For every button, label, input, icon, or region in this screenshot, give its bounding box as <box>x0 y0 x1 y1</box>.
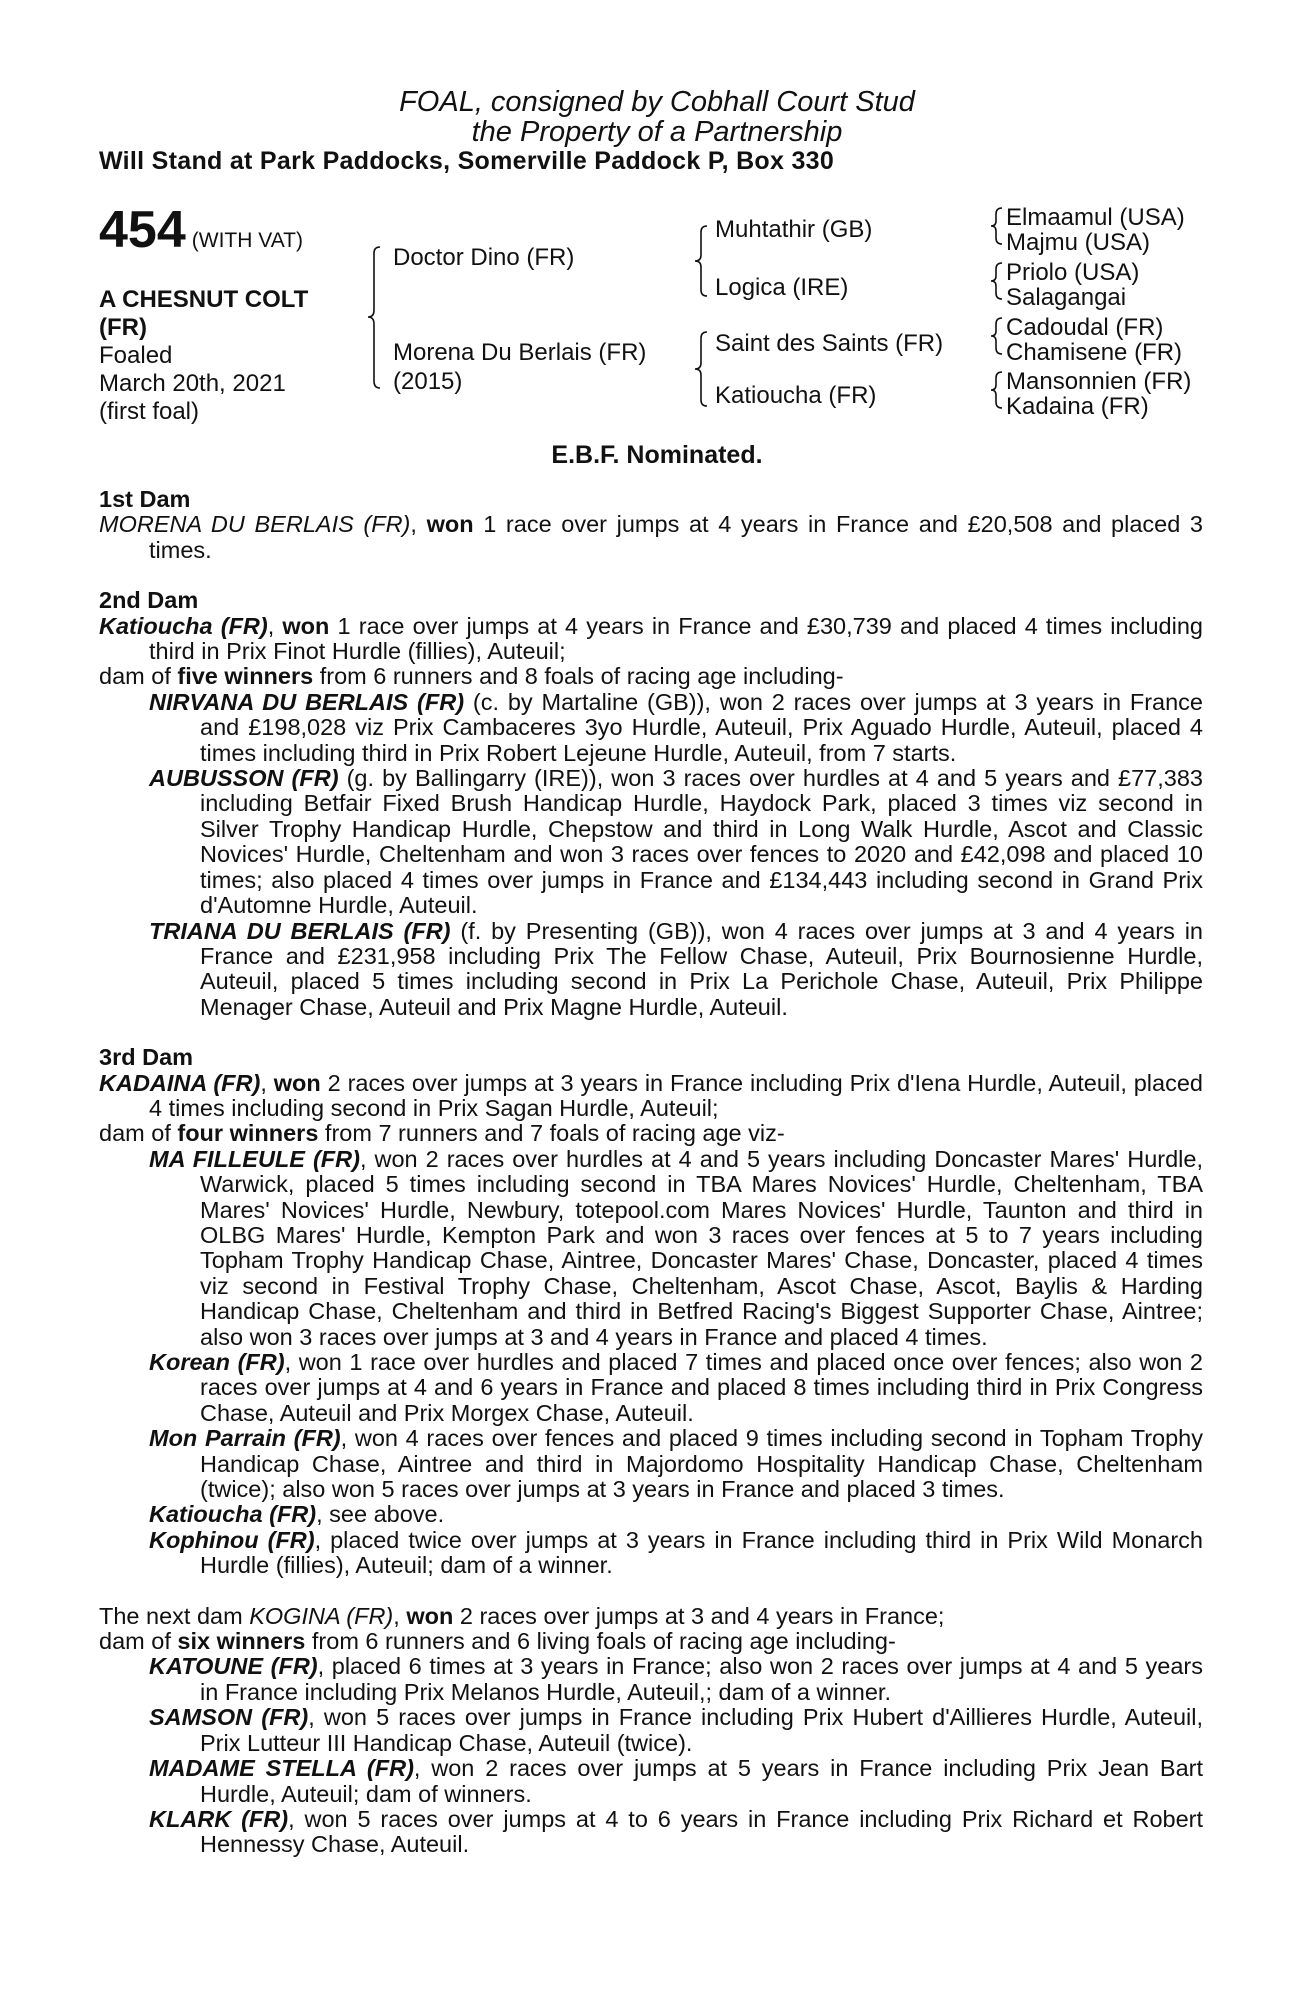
brace-saint-des-saints <box>991 318 1002 354</box>
second-dam-heading: 2nd Dam <box>99 587 199 614</box>
foaled-label: Foaled <box>99 342 173 369</box>
country-suffix: (FR) <box>99 314 147 341</box>
progeny-entry: Mon Parrain (FR), won 4 races over fences and placed 9 times including second in Topham Trophy Handicap Chase, Aintree and third in Majordomo Hospitality Handicap Chase, Cheltenham (twice); also won 5 races over jumps at 3 years in France and placed 3 times. <box>149 1425 1203 1503</box>
first-dam-name: MORENA DU BERLAIS (FR) <box>99 511 411 538</box>
first-dam-won: won <box>426 511 474 538</box>
brace-katioucha <box>991 372 1002 408</box>
gen4-priolo: Priolo (USA) <box>1006 259 1140 286</box>
progeny-entry: Kophinou (FR), placed twice over jumps at 3 years in France including third in Prix Wild Monarch Hurdle (fillies), Auteuil; dam of a winner. <box>149 1526 1203 1579</box>
dam-name: Morena Du Berlais (FR) <box>393 339 647 366</box>
second-dam-text: 1 race over jumps at 4 years in France and £30,739 and placed 4 times including third in Prix Finot Hurdle (fillies), Auteuil; <box>149 612 1203 665</box>
third-dam-name: KADAINA (FR) <box>99 1069 261 1096</box>
progeny-name: TRIANA DU BERLAIS (FR) <box>149 917 451 944</box>
progeny-name: NIRVANA DU BERLAIS (FR) <box>149 688 465 715</box>
colour-sex: A CHESNUT COLT <box>99 286 309 313</box>
progeny-name: AUBUSSON (FR) <box>149 765 339 792</box>
progeny-entry: AUBUSSON (FR) (g. by Ballingarry (IRE)), won 3 races over hurdles at 4 and 5 years and £77,383 including Betfair Fixed Brush Handicap Hurdle, Haydock Park, placed 3 times viz second in Silver Trophy Handicap Hurdle, Chepstow and third in Long Walk Hurdle, Ascot and Classic Novices' Hurdle, Cheltenham and won 3 races over fences to 2020 and £42,098 and placed 10 times; also placed 4 times over jumps in France and £134,443 including second in Grand Prix d'Automne Hurdle, Auteuil. <box>149 765 1203 919</box>
progeny-name: KLARK (FR) <box>149 1805 289 1832</box>
progeny-name: Korean (FR) <box>149 1349 285 1375</box>
second-dam-record: Katioucha (FR), won 1 race over jumps at 4 years in France and £30,739 and placed 4 times including third in Prix Finot Hurdle (fillies), Auteuil; <box>99 612 1203 665</box>
sire-name: Doctor Dino (FR) <box>393 244 575 271</box>
third-dam-produce-summary: dam of four winners from 7 runners and 7 foals of racing age viz- <box>99 1120 785 1147</box>
winners-count: six winners <box>177 1628 306 1655</box>
gen3-muhtathir: Muhtathir (GB) <box>715 216 873 243</box>
progeny-entry: Korean (FR), won 1 race over hurdles and placed 7 times and placed once over fences; also won 2 races over jumps at 4 and 6 years in France and placed 8 times including third in Prix Congress Chase, Auteuil and Prix Morgex Chase, Auteuil. <box>149 1349 1203 1426</box>
next-dam-produce-summary: dam of six winners from 6 runners and 6 living foals of racing age including- <box>99 1628 896 1655</box>
gen4-salagangai: Salagangai <box>1006 284 1127 311</box>
foal-note: (first foal) <box>99 398 200 425</box>
third-dam-won: won <box>273 1069 321 1096</box>
gen4-elmaamul: Elmaamul (USA) <box>1006 204 1185 231</box>
first-dam-text: 1 race over jumps at 4 years in France and £20,508 and placed 3 times. <box>149 511 1203 563</box>
second-dam-produce-summary: dam of five winners from 6 runners and 8 foals of racing age including- <box>99 663 844 690</box>
lot-number: 454 <box>99 201 186 259</box>
third-dam-record: KADAINA (FR), won 2 races over jumps at 3 years in France including Prix d'Iena Hurdle, Auteuil, placed 4 times including second in Prix Sagan Hurdle, Auteuil; <box>99 1069 1203 1121</box>
consignor-line: FOAL, consigned by Cobhall Court Stud <box>399 86 915 118</box>
brace-gen1 <box>368 247 380 388</box>
progeny-name: KATOUNE (FR) <box>149 1653 318 1680</box>
winners-count: five winners <box>177 663 314 690</box>
progeny-name: Mon Parrain (FR) <box>149 1425 341 1452</box>
progeny-entry: SAMSON (FR), won 5 races over jumps in France including Prix Hubert d'Aillieres Hurdle, Auteuil, Prix Lutteur III Handicap Chase, Auteuil (twice). <box>149 1704 1203 1756</box>
progeny-name: MADAME STELLA (FR) <box>149 1755 414 1782</box>
ebf-nominated: E.B.F. Nominated. <box>551 441 763 469</box>
first-dam-record: MORENA DU BERLAIS (FR), won 1 race over jumps at 4 years in France and £20,508 and placed 3 times. <box>99 511 1203 563</box>
gen3-logica: Logica (IRE) <box>715 274 849 301</box>
progeny-entry: Katioucha (FR), see above. <box>149 1501 445 1528</box>
progeny-name: Kophinou (FR) <box>149 1526 315 1553</box>
foaled-date: March 20th, 2021 <box>99 370 286 397</box>
next-dam-name: KOGINA (FR) <box>249 1602 394 1629</box>
progeny-name: SAMSON (FR) <box>149 1704 309 1731</box>
property-line: the Property of a Partnership <box>471 116 843 148</box>
gen4-mansonnien: Mansonnien (FR) <box>1006 368 1192 395</box>
winners-count: four winners <box>177 1120 319 1147</box>
gen4-cadoudal: Cadoudal (FR) <box>1006 314 1164 341</box>
dam-sections <box>99 487 1203 1858</box>
progeny-entry: MADAME STELLA (FR), won 2 races over jumps at 5 years in France including Prix Jean Bart Hurdle, Auteuil; dam of winners. <box>149 1755 1203 1807</box>
brace-logica <box>991 263 1002 299</box>
progeny-name: MA FILLEULE (FR) <box>149 1145 360 1172</box>
next-dam-record: The next dam KOGINA (FR), won 2 races over jumps at 3 and 4 years in France; <box>99 1602 945 1629</box>
brace-dam <box>695 332 707 406</box>
third-dam-heading: 3rd Dam <box>99 1044 194 1071</box>
progeny-entry: TRIANA DU BERLAIS (FR) (f. by Presenting (GB)), won 4 races over jumps at 3 and 4 years in France and £231,958 including Prix The Fellow Chase, Auteuil, Prix Bournosienne Hurdle, Auteuil, placed 5 times including second in Prix La Perichole Chase, Auteuil, Prix Philippe Menager Chase, Auteuil and Prix Magne Hurdle, Auteuil. <box>149 917 1204 1020</box>
gen3-saint-des-saints: Saint des Saints (FR) <box>715 330 944 357</box>
progeny-entry: KLARK (FR), won 5 races over jumps at 4 to 6 years in France including Prix Richard et Robert Hennessy Chase, Auteuil. <box>149 1805 1204 1858</box>
dam-year: (2015) <box>393 368 463 395</box>
progeny-entry: NIRVANA DU BERLAIS (FR) (c. by Martaline (GB)), won 2 races over jumps at 3 years in France and £198,028 viz Prix Cambaceres 3yo Hurdle, Auteuil, Prix Aguado Hurdle, Auteuil, placed 4 times including third in Prix Robert Lejeune Hurdle, Auteuil, from 7 starts. <box>149 688 1203 766</box>
third-dam-text: 2 races over jumps at 3 years in France including Prix d'Iena Hurdle, Auteuil, placed 4 times including second in Prix Sagan Hurdle, Auteuil; <box>149 1069 1203 1121</box>
gen4-chamisene: Chamisene (FR) <box>1006 339 1183 366</box>
gen4-kadaina: Kadaina (FR) <box>1006 393 1149 420</box>
gen3-katioucha: Katioucha (FR) <box>715 382 877 409</box>
vat-note: (WITH VAT) <box>191 229 303 252</box>
second-dam-won: won <box>282 612 330 639</box>
progeny-entry: KATOUNE (FR), placed 6 times at 3 years in France; also won 2 races over jumps at 4 and 5 years in France including Prix Melanos Hurdle, Auteuil,; dam of a winner. <box>149 1653 1203 1705</box>
stand-location: Will Stand at Park Paddocks, Somerville Paddock P, Box 330 <box>99 147 835 175</box>
first-dam-heading: 1st Dam <box>99 486 191 512</box>
next-dam-won: won <box>406 1602 454 1629</box>
progeny-name: Katioucha (FR) <box>149 1501 317 1528</box>
second-dam-name: Katioucha (FR) <box>99 612 268 639</box>
gen4-majmu: Majmu (USA) <box>1006 229 1151 256</box>
progeny-entry: MA FILLEULE (FR), won 2 races over hurdles at 4 and 5 years including Doncaster Mares' Hurdle, Warwick, placed 5 times including second in TBA Mares Novices' Hurdle, Cheltenham, TBA Mares' Novices' Hurdle, Newbury, totepool.com Mares Novices' Hurdle, Taunton and third in OLBG Mares' Hurdle, Kempton Park and won 3 races over fences at 5 to 7 years including Topham Trophy Handicap Chase, Aintree, Doncaster Mares' Chase, Doncaster, placed 4 times viz second in Festival Trophy Chase, Cheltenham, Ascot Chase, Ascot, Baylis & Harding Handicap Chase, Cheltenham and third in Betfred Racing's Biggest Supporter Chase, Aintree; also won 3 races over jumps at 3 and 4 years in France and placed 4 times. <box>149 1145 1203 1350</box>
brace-sire <box>695 226 707 296</box>
brace-muhtathir <box>991 208 1002 244</box>
